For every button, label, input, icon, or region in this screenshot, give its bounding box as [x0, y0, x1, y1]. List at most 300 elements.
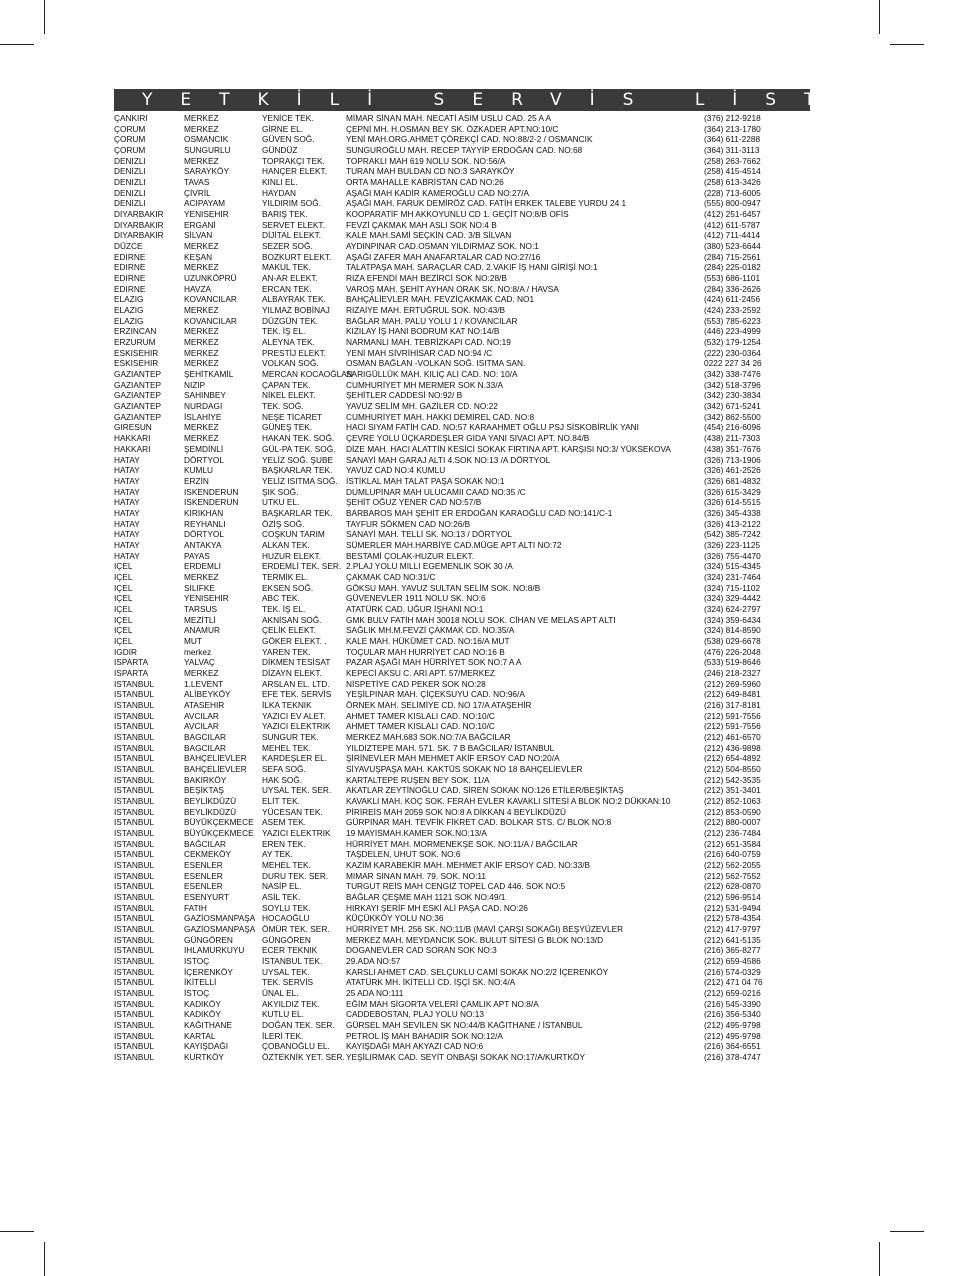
district-cell: UZUNKÖPRÜ [184, 273, 237, 284]
district-cell: MERKEZ [184, 433, 219, 444]
address-cell: ŞEHİT OĞUZ YENER CAD NO:57/B [346, 497, 482, 508]
address-cell: 2.PLAJ YOLU MILLI EGEMENLIK SOK 30 /A [346, 561, 513, 572]
table-row [114, 380, 810, 391]
table-row [114, 198, 810, 209]
district-cell: FATIH [184, 902, 207, 913]
district-cell: DÖRTYOL [184, 454, 224, 465]
city-cell: ÇORUM [114, 145, 146, 156]
phone-cell: (324) 329-4442 [704, 593, 761, 604]
table-row [114, 775, 810, 786]
service-name-cell: ÖMÜR TEK. SER. [262, 924, 330, 935]
service-name-cell: TEK. İŞ EL. [262, 603, 306, 614]
city-cell: HATAY [114, 454, 140, 465]
table-row [114, 188, 810, 199]
city-cell: HATAY [114, 507, 140, 518]
address-cell: SANAYİ MAH GARAJ ALTI 4.SOK NO:13 /A DÖRTYOL [346, 454, 551, 465]
district-cell: SAHINBEY [184, 390, 226, 401]
district-cell: GAZİOSMANPAŞA [184, 913, 256, 924]
address-cell: KAYIŞDAĞI MAH AKYAZI CAD NO:6 [346, 1041, 484, 1052]
city-cell: GAZIANTEP [114, 390, 162, 401]
city-cell: ISTANBUL [114, 998, 154, 1009]
city-cell: IGDIR [114, 646, 138, 657]
city-cell: DENIZLI [114, 166, 146, 177]
service-name-cell: ARSLAN EL. LTD. [262, 678, 330, 689]
table-row [114, 156, 810, 167]
city-cell: DENIZLI [114, 198, 146, 209]
table-row [114, 326, 810, 337]
address-cell: TAŞDELEN, UHUT SOK. NO:6 [346, 849, 461, 860]
district-cell: KAĞITHANE [184, 1020, 232, 1031]
district-cell: merkez [184, 646, 212, 657]
service-name-cell: ALEYNA TEK. [262, 337, 315, 348]
crop-mark [0, 44, 34, 45]
address-cell: AŞAĞI MAH KADİR KAMEROĞLU CAD NO:27/A [346, 187, 530, 198]
phone-cell: (216) 574-0329 [704, 966, 761, 977]
table-row [114, 913, 810, 924]
phone-cell: (212) 562-7552 [704, 870, 761, 881]
phone-cell: (212) 880-0007 [704, 817, 761, 828]
district-cell: MERKEZ [184, 262, 219, 273]
district-cell: REYHANLI [184, 518, 226, 529]
service-name-cell: ÇELİK ELEKT. [262, 625, 316, 636]
city-cell: ISTANBUL [114, 817, 154, 828]
district-cell: HAVZA [184, 283, 212, 294]
city-cell: GAZIANTEP [114, 379, 162, 390]
city-cell: ISTANBUL [114, 721, 154, 732]
address-cell: AŞAĞI ZAFER MAH ANAFARTALAR CAD NO:27/16 [346, 251, 541, 262]
phone-cell: (438) 211-7303 [704, 433, 761, 444]
phone-cell: (212) 596-9514 [704, 892, 761, 903]
address-cell: ATATÜRK CAD. UĞUR İŞHANI NO:1 [346, 603, 484, 614]
city-cell: IÇEL [114, 625, 133, 636]
city-cell: IÇEL [114, 614, 133, 625]
table-row [114, 348, 810, 359]
district-cell: OSMANCIK [184, 134, 229, 145]
phone-cell: (326) 345-4338 [704, 507, 761, 518]
table-row [114, 1031, 810, 1042]
district-cell: ESENLER [184, 881, 223, 892]
address-cell: İSTİKLAL MAH TALAT PAŞA SOKAK NO:1 [346, 475, 505, 486]
service-name-cell: HAYDAN [262, 187, 296, 198]
table-row [114, 572, 810, 583]
city-cell: ISTANBUL [114, 977, 154, 988]
phone-cell: (324) 715-1102 [704, 582, 761, 593]
phone-cell: (212) 591-7556 [704, 710, 761, 721]
city-cell: DENIZLI [114, 187, 146, 198]
district-cell: ERZİN [184, 475, 209, 486]
address-cell: HÜRRİYET MH. 256 SK. NO:11/B (MAVİ ÇARŞI SOKAĞI) BEŞYÜZEVLER [346, 924, 624, 935]
service-name-cell: MERCAN KOCAOĞLAN [262, 369, 353, 380]
city-cell: HATAY [114, 486, 140, 497]
table-row [114, 455, 810, 466]
table-row [114, 284, 810, 295]
phone-cell: (326) 413-2122 [704, 518, 761, 529]
address-cell: KARSLI AHMET CAD. SELÇUKLU CAMİ SOKAK NO:2/2 İÇERENKÖY [346, 966, 609, 977]
district-cell: ŞEMDİNLİ [184, 443, 224, 454]
service-name-cell: HAK SOĞ. [262, 774, 303, 785]
address-cell: CUMHURİYET MH MERMER SOK N.33/A [346, 379, 504, 390]
table-row [114, 487, 810, 498]
service-name-cell: GÜVEN SOĞ. [262, 134, 315, 145]
table-row [114, 999, 810, 1010]
phone-cell: (212) 659-0216 [704, 988, 761, 999]
city-cell: GIRESUN [114, 422, 152, 433]
phone-cell: (326) 681-4832 [704, 475, 761, 486]
address-cell: DOGANEVLER CAD SORAN SOK NO:3 [346, 945, 497, 956]
table-row [114, 967, 810, 978]
phone-cell: (246) 218-2327 [704, 667, 761, 678]
district-cell: İKİTELLİ [184, 977, 217, 988]
table-row [114, 465, 810, 476]
district-cell: CEKMEKÖY [184, 849, 232, 860]
phone-cell: (533) 519-8646 [704, 657, 761, 668]
city-cell: ISTANBUL [114, 966, 154, 977]
service-name-cell: GÜNDÜZ [262, 145, 298, 156]
city-cell: ISTANBUL [114, 945, 154, 956]
table-row [114, 358, 810, 369]
district-cell: BAHÇELİEVLER [184, 763, 247, 774]
phone-cell: (212) 236-7484 [704, 828, 761, 839]
table-row [114, 593, 810, 604]
table-row [114, 305, 810, 316]
table-row [114, 209, 810, 220]
address-cell: PAZAR AŞAĞI MAH HÜRRİYET SOK NO:7 A A [346, 657, 522, 668]
city-cell: ESKISEHIR [114, 358, 159, 369]
service-name-cell: BAŞKARLAR TEK. [262, 507, 333, 518]
table-row [114, 679, 810, 690]
table-row [114, 508, 810, 519]
table-row [114, 561, 810, 572]
service-name-cell: ŞIK SOĞ. [262, 486, 299, 497]
city-cell: ISTANBUL [114, 956, 154, 967]
address-cell: AYDINPINAR CAD.OSMAN YILDIRMAZ SOK. NO:1 [346, 241, 539, 252]
phone-cell: (342) 338-7476 [704, 369, 761, 380]
phone-cell: (412) 611-5787 [704, 219, 761, 230]
service-name-cell: DİJİTAL ELEKT. [262, 230, 322, 241]
table-row [114, 241, 810, 252]
district-cell: SILIFKE [184, 582, 215, 593]
service-name-cell: NEŞE TİCARET [262, 411, 323, 422]
city-cell: DIYARBAKIR [114, 209, 164, 220]
phone-cell: (555) 800-0947 [704, 198, 761, 209]
address-cell: ŞEHİTLER CADDESİ NO:92/ B [346, 390, 463, 401]
address-cell: KALE MAH.SAMİ SEÇKİN CAD. 3/B SİLVAN [346, 230, 512, 241]
city-cell: ISTANBUL [114, 731, 154, 742]
phone-cell: (324) 624-2797 [704, 603, 761, 614]
address-cell: BAĞLAR MAH. PALU YOLU 1 / KOVANCILAR [346, 315, 518, 326]
phone-cell: (342) 862-5500 [704, 411, 761, 422]
city-cell: ISTANBUL [114, 753, 154, 764]
address-cell: EĞİM MAH SİGORTA VELERİ ÇAMLIK APT NO:8/A [346, 998, 539, 1009]
phone-cell: (454) 216-6096 [704, 422, 761, 433]
address-cell: MERKEZ MAH.683 SOK.NO:7/A BAĞCILAR [346, 731, 511, 742]
table-row [114, 903, 810, 914]
service-name-cell: UTKU EL. [262, 497, 300, 508]
phone-cell: (212) 269-5960 [704, 678, 761, 689]
address-cell: YEŞİLPINAR MAH. ÇİÇEKSUYU CAD. NO:96/A [346, 689, 525, 700]
phone-cell: (476) 226-2048 [704, 646, 761, 657]
address-cell: 29.ADA NO:57 [346, 956, 401, 967]
service-name-cell: YÜCESAN TEK. [262, 806, 323, 817]
table-row [114, 476, 810, 487]
address-cell: HIRKAYI ŞERİF MH ESKİ ALİ PAŞA CAD. NO:26 [346, 902, 528, 913]
service-name-cell: HAKAN TEK. SOĞ. [262, 433, 335, 444]
table-row [114, 796, 810, 807]
service-name-cell: GÜNEŞ TEK. [262, 422, 313, 433]
city-cell: DENIZLI [114, 177, 146, 188]
table-row [114, 636, 810, 647]
district-cell: BAĞCILAR [184, 838, 226, 849]
city-cell: ISPARTA [114, 667, 149, 678]
address-cell: SİYAVUŞPAŞA MAH. KAKTÜS SOKAK NO 18 BAHÇELİEVLER [346, 763, 583, 774]
address-cell: ÇEPNİ MH. H.OSMAN BEY SK. ÖZKADER APT.NO:10/C [346, 123, 559, 134]
district-cell: MERKEZ [184, 337, 219, 348]
service-name-cell: ASİL TEK. [262, 892, 301, 903]
district-cell: MERKEZ [184, 123, 219, 134]
district-cell: MERKEZ [184, 155, 219, 166]
district-cell: YENISEHIR [184, 593, 229, 604]
district-cell: MERKEZ [184, 571, 219, 582]
phone-cell: (438) 351-7676 [704, 443, 761, 454]
table-row [114, 945, 810, 956]
address-cell: AHMET TAMER KISLALI CAD. NO:10/C [346, 721, 495, 732]
service-name-cell: YELİZ SOĞ. ŞUBE [262, 454, 334, 465]
table-row [114, 273, 810, 284]
phone-cell: (212) 591-7556 [704, 721, 761, 732]
service-name-cell: HANÇER ELEKT. [262, 166, 328, 177]
address-cell: TOPRAKLI MAH 619 NOLU SOK. NO:56/A [346, 155, 506, 166]
district-cell: BAGCILAR [184, 731, 226, 742]
service-name-cell: KINLI EL. [262, 177, 298, 188]
phone-cell: (212) 649-8481 [704, 689, 761, 700]
service-name-cell: TEK. İŞ EL. [262, 326, 306, 337]
service-name-cell: BARIŞ TEK. [262, 209, 308, 220]
city-cell: ISTANBUL [114, 796, 154, 806]
table-row [114, 422, 810, 433]
city-cell: ISTANBUL [114, 902, 154, 913]
address-cell: 19 MAYISMAH.KAMER SOK.NO:13/A [346, 828, 487, 839]
service-name-cell: HUZUR ELEKT. [262, 550, 322, 561]
city-cell: GAZIANTEP [114, 369, 162, 380]
city-cell: ISTANBUL [114, 881, 154, 892]
district-cell: KADIKÖY [184, 1009, 221, 1020]
city-cell: EDIRNE [114, 273, 146, 284]
service-name-cell: İSTANBUL TEK. [262, 956, 323, 967]
district-cell: ERDEMLI [184, 561, 221, 572]
phone-cell: (284) 336-2626 [704, 283, 761, 294]
district-cell: KUMLU [184, 465, 214, 476]
address-cell: GÖKSU MAH. YAVUZ SULTAN SELİM SOK. NO:8/B [346, 582, 541, 593]
city-cell: ISTANBUL [114, 785, 154, 796]
phone-cell: (284) 715-2561 [704, 251, 761, 262]
table-row [114, 252, 810, 263]
city-cell: ELAZIG [114, 294, 144, 305]
table-row [114, 732, 810, 743]
table-row [114, 294, 810, 305]
table-row [114, 134, 810, 145]
service-name-cell: BAŞKARLAR TEK. [262, 465, 333, 476]
address-cell: SÜMERLER MAH.HARBİYE CAD.MÜGE APT ALTI NO:72 [346, 539, 562, 550]
city-cell: ISTANBUL [114, 934, 154, 945]
district-cell: KOVANCILAR [184, 315, 237, 326]
city-cell: DIYARBAKIR [114, 230, 164, 241]
phone-cell: (424) 611-2456 [704, 294, 761, 305]
service-name-cell: GİRNE EL. [262, 123, 304, 134]
city-cell: HAKKARI [114, 443, 151, 454]
table-row [114, 1020, 810, 1031]
phone-cell: (284) 225-0182 [704, 262, 761, 273]
table-row [114, 369, 810, 380]
table-row [114, 849, 810, 860]
city-cell: EDIRNE [114, 262, 146, 273]
address-cell: YENİ MAH.ORG.AHMET ÇÖREKÇİ CAD. NO:88/2-2 / OSMANCIK [346, 134, 593, 145]
phone-cell: (216) 378-4747 [704, 1052, 761, 1063]
address-cell: DİZE MAH. HACI ALATTİN KESİCİ SOKAK FIRTINA APT. KARŞISI NO:3/ YÜKSEKOVA [346, 443, 671, 454]
city-cell: ISTANBUL [114, 828, 154, 839]
service-name-cell: SOYLU TEK. [262, 902, 311, 913]
table-row [114, 935, 810, 946]
phone-cell: (364) 213-1780 [704, 123, 761, 134]
address-cell: ÖRNEK MAH. SELİMİYE CD. NO 17/A ATAŞEHİR [346, 699, 532, 710]
address-cell: ÇAKMAK CAD NO:31/C [346, 571, 436, 582]
city-cell: ISTANBUL [114, 1052, 154, 1063]
service-name-cell: ÇAPAN TEK. [262, 379, 311, 390]
phone-cell: (212) 853-0590 [704, 806, 761, 817]
table-row [114, 711, 810, 722]
phone-cell: (212) 495-9798 [704, 1030, 761, 1041]
phone-cell: (380) 523-6644 [704, 241, 761, 252]
district-cell: ÇİVRİL [184, 187, 211, 198]
phone-cell: (212) 654-4892 [704, 753, 761, 764]
district-cell: MERKEZ [184, 347, 219, 358]
phone-cell: (212) 578-4354 [704, 913, 761, 924]
city-cell: ISTANBUL [114, 699, 154, 710]
table-row [114, 668, 810, 679]
city-cell: HAKKARI [114, 433, 151, 444]
table-row [114, 444, 810, 455]
city-cell: ISTANBUL [114, 892, 154, 903]
phone-cell: (212) 562-2055 [704, 860, 761, 871]
district-cell: BEYLİKDÜZÜ [184, 806, 237, 817]
service-name-cell: AY TEK. [262, 849, 293, 860]
crop-mark [44, 0, 45, 34]
district-cell: ESENLER [184, 860, 223, 871]
district-cell: MEZİTLİ [184, 614, 216, 625]
service-name-cell: ALBAYRAK TEK. [262, 294, 326, 305]
address-cell: ORTA MAHALLE KABRİSTAN CAD NO:26 [346, 177, 504, 188]
city-cell: ISTANBUL [114, 988, 154, 999]
service-name-cell: ÖZTEKNİK YET. SER. [262, 1052, 345, 1063]
city-cell: ISTANBUL [114, 742, 154, 753]
address-cell: FEVZİ ÇAKMAK MAH ASLI SOK NO:4 B [346, 219, 497, 230]
district-cell: ESENLER [184, 870, 223, 881]
service-name-cell: DİZAYN ELEKT. [262, 667, 322, 678]
service-name-cell: GÖKER ELEKT. . [262, 635, 327, 646]
district-cell: ISTOÇ [184, 956, 210, 967]
service-name-cell: ELİT TEK. [262, 796, 300, 806]
phone-cell: (212) 495-9798 [704, 1020, 761, 1031]
city-cell: ISTANBUL [114, 838, 154, 849]
table-row [114, 316, 810, 327]
city-cell: EDIRNE [114, 283, 146, 294]
table-row [114, 892, 810, 903]
table-row [114, 529, 810, 540]
district-cell: ISKENDERUN [184, 486, 239, 497]
service-name-cell: SEZER SOĞ. [262, 241, 313, 252]
phone-cell: (212) 641-5135 [704, 934, 761, 945]
service-name-cell: ÖZİŞ SOĞ. [262, 518, 305, 529]
table-row [114, 390, 810, 401]
city-cell: DENIZLI [114, 155, 146, 166]
address-cell: MIMAR SINAN MAH. 79. SOK. NO:11 [346, 870, 487, 881]
phone-cell: (326) 223-1125 [704, 539, 761, 550]
table-row [114, 924, 810, 935]
address-cell: 25 ADA NO:111 [346, 988, 404, 999]
phone-cell: (538) 029-6678 [704, 635, 761, 646]
service-name-cell: KARDEŞLER EL. [262, 753, 328, 764]
district-cell: KAYIŞDAĞI [184, 1041, 229, 1052]
district-cell: İÇERENKÖY [184, 966, 233, 977]
city-cell: IÇEL [114, 603, 133, 614]
city-cell: DIYARBAKIR [114, 219, 164, 230]
address-cell: GÜVENEVLER 1911 NOLU SK. NO:6 [346, 593, 486, 604]
address-cell: HÜRRİYET MAH. MORMENEKŞE SOK. NO:11/A / BAĞCILAR [346, 838, 578, 849]
city-cell: ISTANBUL [114, 1020, 154, 1031]
phone-cell: (364) 311-3113 [704, 145, 760, 156]
city-cell: ELAZIG [114, 305, 144, 316]
phone-cell: (216) 365-8277 [704, 945, 761, 956]
service-name-cell: DURU TEK. SER. [262, 870, 329, 881]
district-cell: TAVAS [184, 177, 210, 188]
city-cell: ERZINCAN [114, 326, 157, 337]
city-cell: ERZURUM [114, 337, 156, 348]
city-cell: IÇEL [114, 635, 133, 646]
phone-cell: (212) 542-3535 [704, 774, 761, 785]
table-row [114, 262, 810, 273]
address-cell: SANAYİ MAH. TELLİ SK. NO:13 / DÖRTYOL [346, 529, 512, 540]
district-cell: YALVAÇ [184, 657, 215, 668]
service-name-cell: YAZICI ELEKTRIK [262, 828, 331, 839]
service-name-cell: PRESTİJ ELEKT. [262, 347, 327, 358]
table-row [114, 220, 810, 231]
address-cell: AHMET TAMER KISLALI CAD. NO:10/C [346, 710, 495, 721]
address-cell: NARMANLI MAH. TEBRİZKAPI CAD. NO:19 [346, 337, 511, 348]
address-cell: CADDEBOSTAN, PLAJ YOLU NO:13 [346, 1009, 485, 1020]
service-name-cell: TOPRAKÇI TEK. [262, 155, 325, 166]
city-cell: ISTANBUL [114, 710, 154, 721]
table-row [114, 988, 810, 999]
address-cell: KAZIM KARABEKİR MAH. MEHMET AKİF ERSOY CAD. NO:33/B [346, 860, 591, 871]
table-row [114, 551, 810, 562]
address-cell: KÜÇÜKKÖY YOLU NO:36 [346, 913, 444, 924]
service-name-cell: AKYILDIZ TEK. [262, 998, 320, 1009]
district-cell: SARAYKÖY [184, 166, 230, 177]
district-cell: BAGCILAR [184, 742, 226, 753]
crop-mark [0, 1231, 34, 1232]
address-cell: BAĞLAR ÇEŞME MAH 1121 SOK NO:49/1 [346, 892, 506, 903]
table-row [114, 743, 810, 754]
phone-cell: (553) 785-6223 [704, 315, 761, 326]
district-cell: 1.LEVENT [184, 678, 224, 689]
address-cell: OSMAN BAĞLAN -VOLKAN SOĞ. ISITMA SAN. [346, 358, 526, 369]
district-cell: BÜYÜKÇEKMECE [184, 817, 254, 828]
page-title: YETKİLİ SERVİS LİSTESİ [114, 89, 810, 111]
phone-cell: (324) 814-8590 [704, 625, 761, 636]
service-name-cell: ABC TEK. [262, 593, 300, 604]
phone-cell: (364) 611-2288 [704, 134, 761, 145]
city-cell: ISTANBUL [114, 849, 154, 860]
crop-mark [879, 0, 880, 34]
